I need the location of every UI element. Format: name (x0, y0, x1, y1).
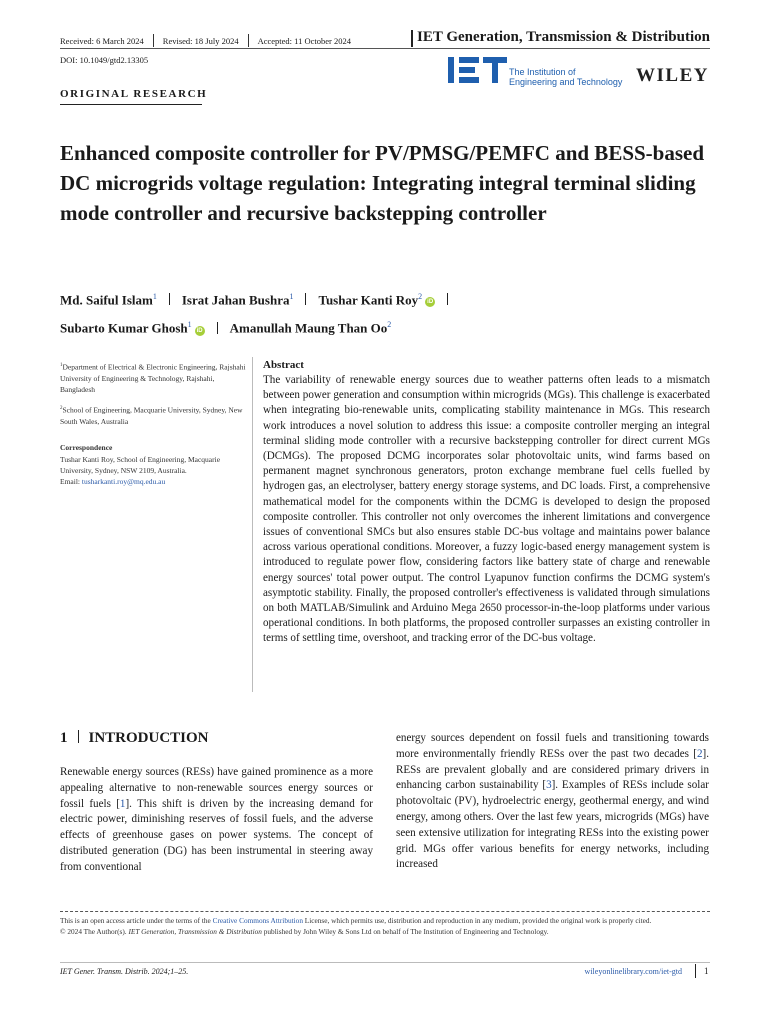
correspondence-title: Correspondence (60, 443, 113, 452)
affiliation-text: Department of Electrical & Electronic Engineering, Rajshahi University of Engineering & Technology, Rajshahi, Bangladesh (60, 362, 246, 394)
received-date: Received: 6 March 2024 (60, 35, 144, 46)
doi[interactable]: DOI: 10.1049/gtd2.13305 (60, 55, 149, 65)
iet-line-2: Engineering and Technology (509, 77, 623, 87)
divider (153, 34, 154, 47)
citation-line: IET Gener. Transm. Distrib. 2024;1–25. (60, 967, 189, 976)
section-label: ORIGINAL RESEARCH (60, 88, 208, 100)
author-affiliation-ref[interactable]: 2 (418, 292, 423, 301)
body-text: Renewable energy sources (RESs) have gained prominence as a more appealing alternative to non-renewable sources energy sources or fossil fuels [ (60, 766, 373, 810)
accepted-date: Accepted: 11 October 2024 (257, 35, 351, 46)
abstract-divider (252, 357, 253, 692)
copyright-text: published by John Wiley & Sons Ltd on behalf of The Institution of Engineering and Technology. (261, 927, 549, 937)
author-list (60, 284, 710, 341)
article-dates (60, 34, 351, 47)
intro-heading (60, 730, 209, 747)
intro-paragraph-left (60, 765, 373, 876)
body-text: ]. RESs are prevalent globally and are considered primary drivers in enhancing carbon sustainability [ (396, 747, 709, 792)
intro-paragraph-right (396, 731, 709, 873)
email-label: Email: (60, 477, 82, 486)
iet-logo-icon (448, 56, 508, 84)
affiliation-2 (60, 403, 250, 427)
abstract-heading: Abstract (263, 359, 304, 371)
iet-logo-text (509, 67, 622, 87)
section-rule (60, 104, 202, 105)
abstract-text: The variability of renewable energy sources due to weather patterns often leads to a mismatch between power generation and consumption within microgrids (MGs). This challenge is exacerbated when integrating bio-renewable units, complicating stability maintenance in MGs. This research work introduces a novel solution to address this issue: a composite controller merging an integral terminal sliding mode controller with a recursive backstepping controller for direct current MGs (DCMGs). The proposed DCMG incorporates solar photovoltaic units, wind farms based on permanent magnet synchronous generators, proton exchange membrane fuel cells fuelled by hydrogen gas, an electrolyser, battery energy storage systems, and DC loads. First, a comprehensive mathematical model for the components within the DCMG is developed to design the proposed composite controller. This controller not only overcomes the inherent limitations and convergence issues of conventional SMCs but also ensures stable DC-bus voltage and maintains power balance across various operational conditions. Moreover, a fuzzy logic-based energy management system is introduced to regulate power flow, considering factors like battery state of charge and renewable energy sources' total power output. The control Lyapunov function confirms the DCMG system's asymptotic stability. Finally, the proposed controller's effectiveness is validated through simulations on both MATLAB/Simulink and Arduino Mega 2650 processor-in-the-loop platforms under various operational conditions. In both platforms, the proposed controller surpasses an existing controller in terms of settling time, overshoot, and tracking error of the DC-bus voltage. (263, 374, 710, 645)
footer-rule (60, 911, 710, 912)
wiley-logo: WILEY (636, 65, 709, 86)
divider (217, 322, 218, 334)
author-name[interactable]: Tushar Kanti Roy (318, 292, 419, 308)
correspondence-text: Tushar Kanti Roy, School of Engineering, Macquarie University, Sydney, NSW 2109, Australia. (60, 455, 221, 475)
footer-bottom-rule (60, 962, 710, 963)
correspondence-email-line (60, 476, 250, 487)
header-rule (60, 48, 710, 49)
divider (248, 34, 249, 47)
iet-line-1: The Institution of (509, 67, 576, 77)
body-text: ]. This shift is driven by the increasing demand for electric power, diminishing reserves of fossil fuels, and the adverse effects of greenhouse gases on power systems. The concept of distributed generation (DG) has been instrumental in steering away from conventional (60, 797, 373, 873)
article-title: Enhanced composite controller for PV/PMSG/PEMFC and BESS-based DC microgrids voltage regulation: Integrating integral terminal sliding mode controller and recursive backstepping controller (60, 141, 705, 225)
orcid-icon[interactable]: iD (196, 327, 203, 334)
divider (305, 293, 306, 305)
affiliation-text: School of Engineering, Macquarie University, Sydney, New South Wales, Australia (60, 405, 243, 426)
citation-link[interactable]: 1 (119, 797, 126, 810)
footer-notes (60, 915, 710, 937)
affiliation-number: 1 (60, 363, 63, 368)
journal-name[interactable]: IET Generation, Transmission & Distribution (417, 29, 710, 45)
license-link[interactable]: Creative Commons Attribution (212, 916, 303, 925)
journal-url-link[interactable]: wileyonlinelibrary.com/iet-gtd (584, 967, 682, 976)
author-affiliation-ref[interactable]: 1 (289, 292, 294, 301)
orcid-icon[interactable]: iD (427, 299, 434, 306)
divider (78, 730, 79, 743)
license-note (60, 915, 710, 926)
citation-link[interactable]: 3 (546, 779, 552, 792)
citation-link[interactable]: 2 (696, 747, 703, 760)
affiliation-1 (60, 360, 250, 395)
author-affiliation-ref[interactable]: 2 (387, 320, 392, 330)
divider (447, 293, 448, 305)
license-text: License, which permits use, distribution and reproduction in any medium, provided the original work is properly cited. (302, 916, 652, 925)
author-name[interactable]: Amanullah Maung Than Oo (229, 320, 388, 336)
author-name[interactable]: Subarto Kumar Ghosh (60, 320, 188, 336)
email-link[interactable]: tusharkanti.roy@mq.edu.au (81, 477, 166, 486)
body-text: ]. Examples of RESs include solar photovoltaic (PV), hydroelectric energy, geothermal energy, and wind energy, among others. Over the last few years, microgrids (MGs) have seen extensive utilization for integrating RESs into the existing power grid. MGs offer various benefits for energy networks, including increased (396, 779, 709, 871)
copyright-journal: IET Generation, Transmission & Distribution (128, 927, 262, 937)
body-text: energy sources dependent on fossil fuels and transitioning towards more environmentally friendly RESs over the past two decades [ (396, 732, 709, 760)
correspondence (60, 442, 250, 487)
affiliation-number: 2 (60, 406, 63, 411)
section-title: INTRODUCTION (88, 730, 209, 746)
copyright-text: © 2024 The Author(s). (60, 927, 129, 937)
author-affiliation-ref[interactable]: 1 (152, 292, 157, 301)
author-name[interactable]: Md. Saiful Islam (60, 292, 153, 308)
divider (695, 964, 696, 978)
divider (411, 30, 413, 47)
page-number: 1 (704, 966, 709, 976)
author-affiliation-ref[interactable]: 1 (187, 320, 192, 330)
license-text: This is an open access article under the terms of the (60, 916, 213, 925)
divider (169, 293, 170, 305)
section-number: 1 (60, 730, 68, 746)
author-name[interactable]: Israt Jahan Bushra (181, 292, 290, 308)
revised-date: Revised: 18 July 2024 (162, 35, 239, 46)
copyright-note (60, 926, 710, 937)
